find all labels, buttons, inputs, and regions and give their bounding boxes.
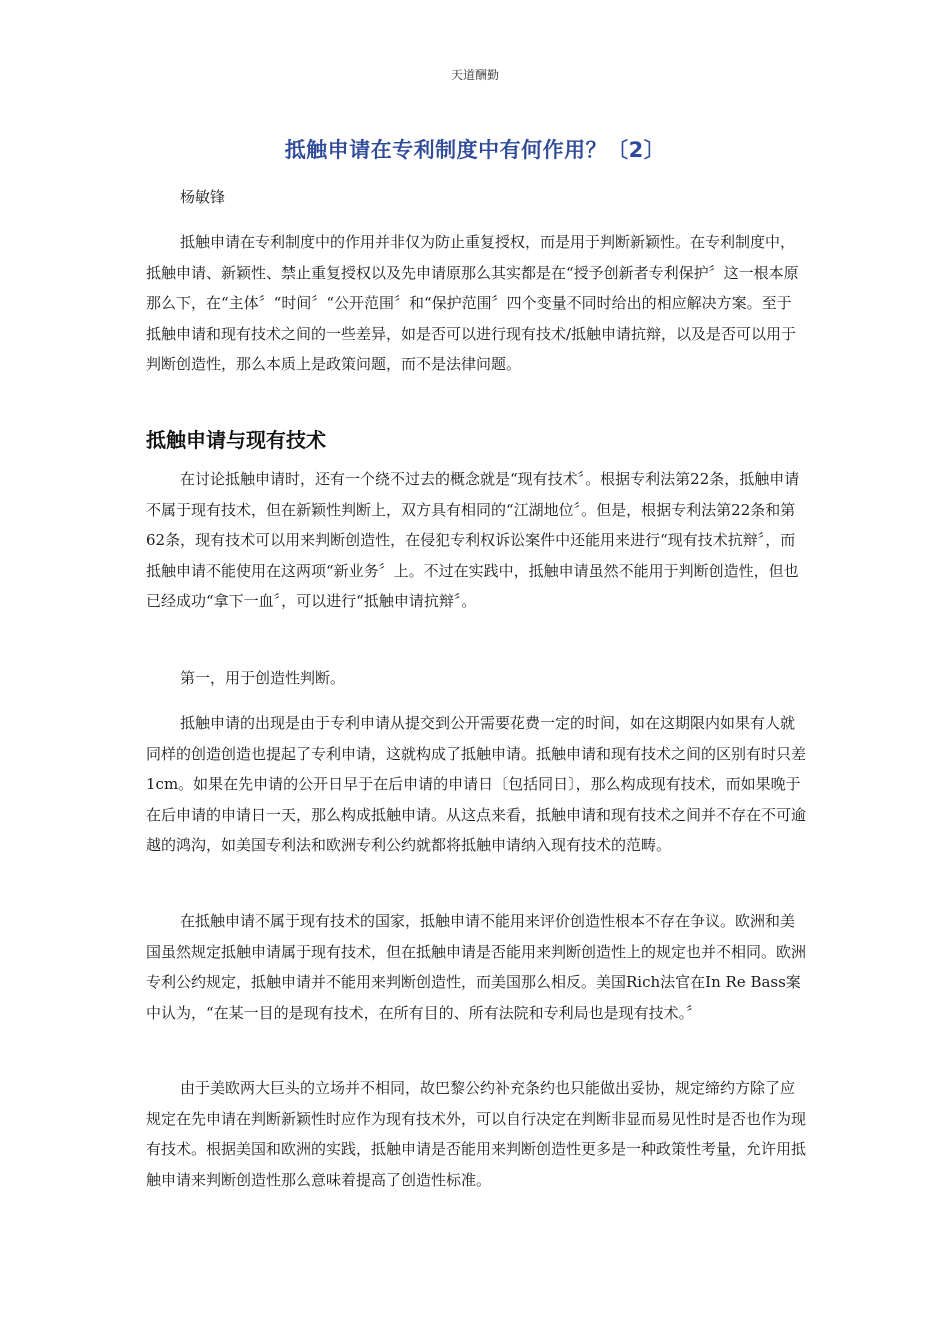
section-paragraph-4 <box>146 906 806 1028</box>
section-paragraph-3 <box>146 708 806 861</box>
document-title: 抵触申请在专利制度中有何作用？〔2〕 <box>284 138 666 162</box>
paragraph: 在讨论抵触申请时，还有一个绕不过去的概念就是“现有技术〞。根据专利法第22条，抵触申请不属于现有技术，但在新颖性判断上，双方具有相同的“江湖地位〞。但是，根据专利法第22条和第62条，现有技术可以用来判断创造性，在侵犯专利权诉讼案件中还能用来进行“现有技术抗辩〞，而抵触申请不能使用在这两项“新业务〞上。不过在实践中，抵触申请虽然不能用于判断创造性，但也已经成功“拿下一血〞，可以进行“抵触申请抗辩〞。 <box>146 470 800 611</box>
section-heading: 抵触申请与现有技术 <box>146 428 326 452</box>
paragraph: 由于美欧两大巨头的立场并不相同，故巴黎公约补充条约也只能做出妥协，规定缔约方除了应规定在先申请在判断新颖性时应作为现有技术外，可以自行决定在判断非显而易见性时是否也作为现有技术。根据美国和欧洲的实践，抵触申请是否能用来判断创造性更多是一种政策性考量，允许用抵触申请来判断创造性那么意味着提高了创造性标准。 <box>146 1079 807 1189</box>
section-paragraph-1 <box>146 464 806 617</box>
paragraph: 抵触申请的出现是由于专利申请从提交到公开需要花费一定的时间，如在这期限内如果有人就同样的创造创造也提起了专利申请，这就构成了抵触申请。抵触申请和现有技术之间的区别有时只差1cm。如果在先申请的公开日早于在后申请的申请日〔包括同日〕，那么构成现有技术，而如果晚于在后申请的申请日一天，那么构成抵触申请。从这点来看，抵触申请和现有技术之间并不存在不可逾越的鸿沟，如美国专利法和欧洲专利公约就都将抵触申请纳入现有技术的范畴。 <box>146 714 807 855</box>
author-name: 杨敏锋 <box>180 188 226 206</box>
intro-block <box>146 227 806 380</box>
paragraph: 第一，用于创造性判断。 <box>180 669 346 687</box>
page-header: 天道酬勤 <box>450 68 499 82</box>
paragraph: 在抵触申请不属于现有技术的国家，抵触申请不能用来评价创造性根本不存在争议。欧洲和美国虽然规定抵触申请属于现有技术，但在抵触申请是否能用来判断创造性上的规定也并不相同。欧洲专利公约规定，抵触申请并不能用来判断创造性，而美国那么相反。美国Rich法官在In Re Bass案中认为，“在某一目的是现有技术，在所有目的、所有法院和专利局也是现有技术。〞 <box>146 912 807 1022</box>
intro-paragraph: 抵触申请在专利制度中的作用并非仅为防止重复授权，而是用于判断新颖性。在专利制度中，抵触申请、新颖性、禁止重复授权以及先申请原那么其实都是在“授予创新者专利保护〞这一根本原那么下，在“主体〞“时间〞“公开范围〞和“保护范围〞四个变量不同时给出的相应解决方案。至于抵触申请和现有技术之间的一些差异，如是否可以进行现有技术/抵触申请抗辩，以及是否可以用于判断创造性，那么本质上是政策问题，而不是法律问题。 <box>146 233 799 374</box>
section-paragraph-5 <box>146 1073 806 1195</box>
section-paragraph-2 <box>146 663 806 694</box>
